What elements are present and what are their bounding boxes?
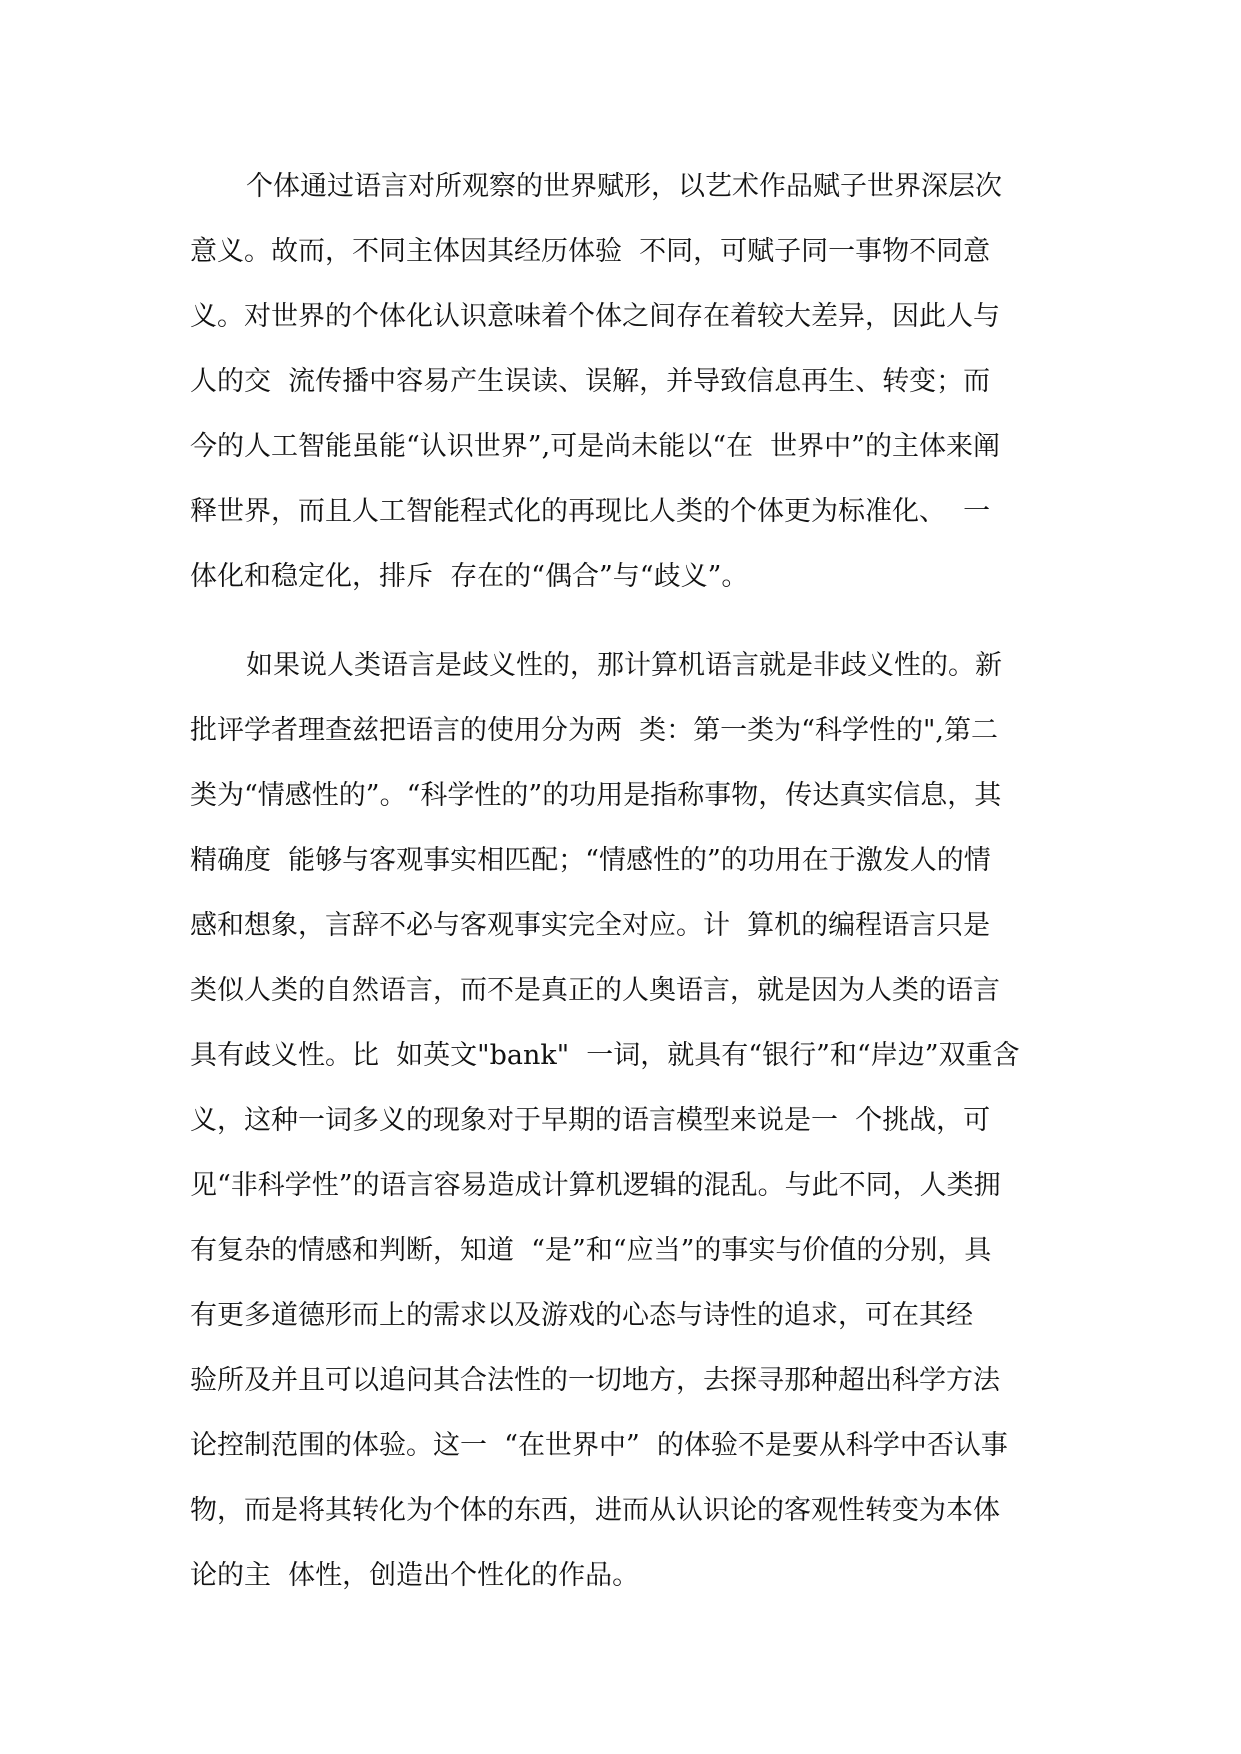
paragraph-line: 类为“情感性的”。“科学性的”的功用是指称事物，传达真实信息，其 xyxy=(190,780,1002,811)
paragraph-line: 有更多道德形而上的需求以及游戏的心态与诗性的追求，可在其经 xyxy=(190,1300,973,1331)
paragraph-line: 人的交 流传播中容易产生误读、误解，并导致信息再生、转变；而 xyxy=(190,366,991,397)
paragraph-line: 释世界，而且人工智能程式化的再现比人类的个体更为标准化、 一 xyxy=(190,496,991,527)
paragraph-line: 验所及并且可以追问其合法性的一切地方，去探寻那种超出科学方法 xyxy=(190,1365,1000,1396)
paragraph-line: 个体通过语言对所观察的世界赋形，以艺术作品赋子世界深层次 xyxy=(246,171,1002,202)
paragraph-line: 论控制范围的体验。这一 “在世界中” 的体验不是要从科学中否认事 xyxy=(190,1430,1008,1461)
paragraph-line: 物，而是将其转化为个体的东西，进而从认识论的客观性转变为本体 xyxy=(190,1495,1000,1526)
paragraph-line: 今的人工智能虽能“认识世界”,可是尚未能以“在 世界中”的主体来阐 xyxy=(190,431,1000,462)
paragraph-line: 批评学者理查兹把语言的使用分为两 类：第一类为“科学性的",第二 xyxy=(190,715,998,746)
paragraph-line: 论的主 体性，创造出个性化的作品。 xyxy=(190,1560,640,1591)
paragraph-line: 类似人类的自然语言，而不是真正的人奥语言，就是因为人类的语言 xyxy=(190,975,1000,1006)
paragraph-line: 感和想象，言辞不必与客观事实完全对应。计 算机的编程语言只是 xyxy=(190,910,991,941)
paragraph-line: 精确度 能够与客观事实相匹配；“情感性的”的功用在于激发人的情 xyxy=(190,845,991,876)
paragraph-line: 意义。故而，不同主体因其经历体验 不同，可赋子同一事物不同意 xyxy=(190,236,991,267)
paragraph-line: 见“非科学性”的语言容易造成计算机逻辑的混乱。与此不同，人类拥 xyxy=(190,1170,1001,1201)
paragraph-1 xyxy=(190,154,1060,609)
paragraph-line: 义。对世界的个体化认识意味着个体之间存在着较大差异，因此人与 xyxy=(190,301,1000,332)
paragraph-2 xyxy=(190,633,1060,1608)
paragraph-line: 义，这种一词多义的现象对于早期的语言模型来说是一 个挑战，可 xyxy=(190,1105,991,1136)
paragraph-line: 具有歧义性。比 如英文"bank" 一词，就具有“银行”和“岸边”双重含 xyxy=(190,1040,1020,1071)
paragraph-line: 如果说人类语言是歧义性的，那计算机语言就是非歧义性的。新 xyxy=(246,650,1002,681)
paragraph-line: 有复杂的情感和判断，知道 “是”和“应当”的事实与价值的分别，具 xyxy=(190,1235,992,1266)
paragraph-line: 体化和稳定化，排斥 存在的“偶合”与“歧义”。 xyxy=(190,561,749,592)
